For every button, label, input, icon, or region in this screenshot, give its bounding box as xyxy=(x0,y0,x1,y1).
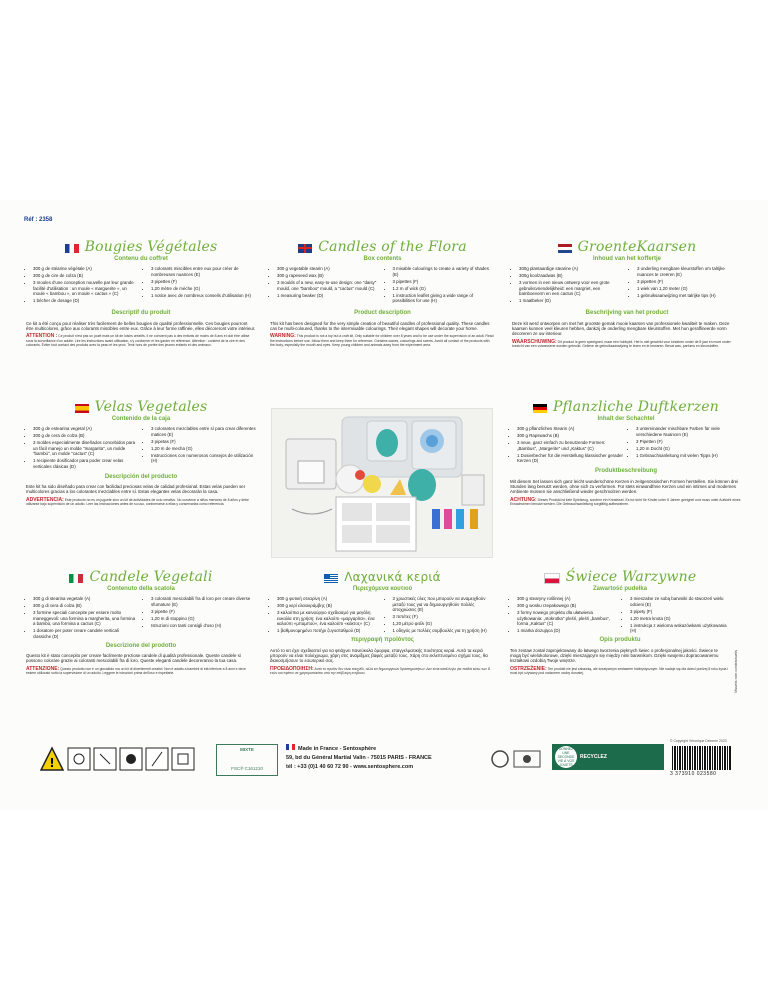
contents-item: • 3 pipety (F) xyxy=(630,609,730,614)
contents-item: • Instrucciones con numerosos consejos de utilización (H) xyxy=(151,453,256,464)
contents-item: • 1 recipiente dosificador para poder crear velas verticales clásicas (D) xyxy=(33,458,138,469)
contents-item: • 300 g pflanzliches Stearin (A) xyxy=(517,426,623,431)
section-de xyxy=(510,400,742,506)
warning-text: OSTRZEŻENIE: Ten produkt nie jest zabawką, ale kreatywnym zestawem hobbystycznym. Nie nadaje się dla dzieci poniżej 8 roku życia i musi być używany pod nadzorem osoby dorosłej. xyxy=(510,665,729,676)
spain-flag-icon xyxy=(75,404,89,413)
contents-item: • 3 moulds of a new, easy-to-use design: one "daisy" mould, one "bamboo" mould, a "cactus" mould (C) xyxy=(277,280,380,291)
fsc-label: MIXTE FSC® C161210 xyxy=(216,744,278,776)
section-title: Velas Vegetales xyxy=(94,399,208,416)
contents-item: • 3 moldes especialmente diseñados concebidos para un fácil manejo un molde "margarita", un molde "bambú", un molde "cactus" (C) xyxy=(33,440,138,456)
contents-item: • 1 βαθμονομημένο ποτήρι ζυγοσταθμού (D) xyxy=(277,628,380,633)
contents-item: • 3 καλούπια με καινούργιο σχεδιασμό για μεγάλη ευκολία στη χρήση: ένα καλούπι «μαργαρίτα», ένα καλούπι «μπαμπού», ένα καλούπι «κάκτος» (C) xyxy=(277,610,380,626)
barcode-number: 3 373910 023580 xyxy=(670,771,717,777)
contents-item: • 300 g κερί ελαιοκράμβης (B) xyxy=(277,603,380,608)
contents-item: • 300 g φυτική στεαρίνη (A) xyxy=(277,596,380,601)
contents-heading: Inhalt der Schachtel xyxy=(597,416,655,422)
contents-item: • 300 g di stearina vegetale (A) xyxy=(33,596,138,601)
product-illustration xyxy=(272,409,492,557)
svg-text:!: ! xyxy=(49,756,55,770)
contact-label: tél : +33 (0)1 40 60 72 90 - www.sentosphere.com xyxy=(286,764,414,770)
recycling-icons xyxy=(490,746,550,772)
contents-item: • 1,20 μέτρο φιτίλι (G) xyxy=(393,621,496,626)
contents-item: • 300 g de cire de colza (B) xyxy=(33,273,138,278)
reference-code: Réf : 2358 xyxy=(24,217,53,223)
section-pl xyxy=(510,570,730,675)
description-text: Este kit ha sido diseñado para crear con facilidad preciosas velas de calidad profesional. Estas velas pueden ser multicolores gracias a los colorantes mezclables entre sí. Estas elegantes velas decorarán la casa. xyxy=(26,484,246,495)
contents-item: • 1 instrukcja z wieloma wskazówkami użytkowania (H) xyxy=(630,623,730,634)
product-photo xyxy=(271,408,493,558)
contents-heading: Contenido de la caja xyxy=(111,416,171,422)
contents-item: • 300 g wosku rzepakowego (B) xyxy=(517,603,617,608)
contents-item: • 3 pipettes (F) xyxy=(151,279,256,284)
contents-item: • 3 pipetas (F) xyxy=(151,439,256,444)
contents-heading: Contenu du coffret xyxy=(114,256,168,262)
contents-item: • 300 g Rapswachs (B) xyxy=(517,433,623,438)
description-heading: Beschrijving van het product xyxy=(585,310,669,317)
description-text: Ce kit a été conçu pour réaliser très facilement de belles bougies de qualité professionnelle. Ces bougies pourront être multicolores, grâce aux colorants miscibles entre eux. Grâce à leur forme raffinée, elles décoreront votre intérieur. xyxy=(26,320,256,332)
contents-item: • 3 mixable colourings to create a variety of shades (E) xyxy=(393,266,496,277)
contents-heading: Inhoud van het koffertje xyxy=(592,256,661,262)
made-in-label: Made in France - Sentosphère xyxy=(298,746,377,752)
section-title: Bougies Végétales xyxy=(84,239,218,256)
company-info xyxy=(286,744,486,772)
contents-heading: Zawartość pudełka xyxy=(592,586,648,592)
copyright: © Copyright Véronique Delorme 2023 xyxy=(670,739,727,743)
germany-flag-icon xyxy=(533,404,547,413)
section-en xyxy=(270,240,495,347)
contents-item: • 300g koolzaadwas (B) xyxy=(519,273,624,278)
contents-item: • 3 coloranti mescolabili fra di loro per creare diverse sfumature (E) xyxy=(151,596,256,607)
section-it xyxy=(26,570,256,675)
contents-item: • 3 Pipetten (F) xyxy=(636,439,742,444)
contents-heading: Περιεχόμενα κουτιού xyxy=(352,586,413,592)
description-heading: Descripción del producto xyxy=(104,473,178,480)
section-title: GroenteKaarsen xyxy=(577,239,697,256)
contents-item: • 3 colorantes mezclables entre sí para crear diferentes matices (E) xyxy=(151,426,256,437)
warning-text: ATTENTION : Ce produit n'est pas un jouet mais un kit de loisirs créatifs. Il ne convient pas à des enfants de moins de 8 ans et doit être utilisé sous la surveillance d'un adulte. Lire les instructions avant utilisation, s'y conformer et les garder en référence. Attention : contient de la cire et des colorants. Éviter tout contact des produits avec la peau et les yeux. Tenir hors de portée des jeunes enfants et des animaux. xyxy=(26,333,250,347)
contents-heading: Box contents xyxy=(363,256,402,262)
netherlands-flag-icon xyxy=(558,244,572,253)
greece-flag-icon xyxy=(324,574,338,583)
contents-item: • 3 pipette (F) xyxy=(151,609,256,614)
contents-item: • 1 maatbeker (D) xyxy=(519,298,624,303)
contents-item: • 3 pipettes (F) xyxy=(393,279,496,284)
description-heading: Descriptif du produit xyxy=(111,310,171,317)
contents-item: • 1 Gebrauchsanleitung mit vielen Tipps (H) xyxy=(636,453,742,458)
contents-item: • 300 g rapeseed wax (B) xyxy=(277,273,380,278)
contents-item: • 3 vormen in een nieuw ontwerp voor een grote gebruiksvriendelijkheid: een margriet, een bamboevorm en een cactus (C) xyxy=(519,280,624,296)
contents-item: • 3 colorants miscibles entre eux pour créer de nombreuses nuances (E) xyxy=(151,266,256,277)
contents-item: • 1 instruction leaflet giving a wide range of possibilities for use (H) xyxy=(393,293,496,304)
uk-flag-icon xyxy=(298,244,312,253)
contents-item: • 1,20 metra knota (G) xyxy=(630,616,730,621)
contents-item: • 300 g de estearina vegetal (A) xyxy=(33,426,138,431)
warning-text: WARNING: This product is not a toy but a craft kit. Only suitable for children over 8 years and to be use under the supervision of an adult. Read the instructions before use, follow them and keep them for reference. Contains waxes, colourings and scents. Avoid all contact of the products with the body, especially the mouth and eyes. Keep young children and animals away from the experiment area. xyxy=(270,333,494,347)
description-text: Questo kit è stato concepito per creare facilmente preziose candele di qualità professionale. Queste candele si possono colorare grazie ai coloranti mescolabili fra di loro. Queste eleganti candele decoreranno la tua casa. xyxy=(26,653,241,664)
poland-flag-icon xyxy=(544,573,560,584)
contents-item: • 3 pipetten (F) xyxy=(637,279,742,284)
contents-item: • 1 wiek van 1,20 meter (G) xyxy=(637,286,742,291)
footer xyxy=(40,739,730,790)
description-heading: περιγραφή προϊόντος xyxy=(350,637,415,644)
contents-item: • 1 Dosierbecher für die Herstellung klassischer gerader Kerzen (D) xyxy=(517,453,623,464)
contents-heading: Contenuto della scatola xyxy=(107,586,175,592)
contents-item: • 3 formine speciali concepite per essere molto maneggevoli: una formina a margherita, una formina a bambù, una formina a cactus (C) xyxy=(33,610,138,626)
contents-item: • 300 g de stéarine végétale (A) xyxy=(33,266,138,271)
contents-item: • 1,20 m di stoppino (G) xyxy=(151,616,256,621)
contents-item: • 1 gebruiksaanwijzing met talrijke tips (H) xyxy=(637,293,742,298)
contents-item: • 1,20 m de mecha (G) xyxy=(151,446,256,451)
france-flag-icon xyxy=(286,744,295,750)
contents-item: • 300 g vegetable stearin (A) xyxy=(277,266,380,271)
warning-text: WAARSCHUWING: Dit product is geen speelgoed, maar een hobbykit. Het is niet geschikt voor kinderen onder de 8 jaar en moet onder toezicht van een volwassene worden gebruikt. Gelieve de gebruiksaanwijzing te lezen en te bewaren. Bevat was, parfums en kleurstoffen. xyxy=(512,338,731,349)
description-text: This kit has been designed for the very simple creation of beautiful candles of professional quality. These candles can be multi-coloured, thanks to the intermixable colourings. Their elegant shapes will decorate your home. xyxy=(270,320,490,332)
italy-flag-icon xyxy=(69,574,83,583)
contents-item: • 3 untereinander mischbare Farben für viele verschiedene Nuancen (E) xyxy=(636,426,742,437)
contents-item: • 1,20 m Docht (G) xyxy=(636,446,742,451)
section-es xyxy=(26,400,256,506)
safety-pictograms xyxy=(40,746,210,774)
contents-item: • 3 formy nowego projektu dla ułatwienia użytkowania: „stokrotka" pleśń, pleśń „bambus", forma „Kaktus" (C) xyxy=(517,610,617,626)
contents-item: • Istruzioni con tanti consigli d'uso (H) xyxy=(151,623,256,628)
description-text: Αυτό το κιτ έχει σχεδιαστεί για να φτιάχνει πανεύκολα όμορφα, επαγγελματικής ποιότητας κεριά. Αυτά τα κεριά μπορούν να είναι πολύχρωμα, χάρη στις αναμίξιμες βαφές μεταξύ τους. Χάρη στο εκλεπτυσμένο σχήμα τους, θα διακοσμήσουν το εσωτερικό σας. xyxy=(270,647,488,664)
non-contractual-note: Visuels non contractuels xyxy=(733,650,738,694)
address-label: 59, bd du Général Martial Valin - 75015 PARIS - FRANCE xyxy=(286,755,432,761)
contents-item: • 300 g de cera de colza (B) xyxy=(33,433,138,438)
recyclez-badge: DONNEZ UNE SECONDE VIE À VOS JOUETS xyxy=(555,746,577,768)
contents-item: • 300 g di cera di colza (B) xyxy=(33,603,138,608)
warning-text: ATTENZIONE: Questo prodotto non è un giocattolo ma un kit di divertimenti creativi. Non è adatto a bambini di età inferiore a 8 anni e deve essere utilizzato sotto la supervisione di un adulto. Leggere le istruzioni prima dell'uso e rispettarle. xyxy=(26,665,246,676)
contents-item: • 1 dosatore per poter creare candele verticali classiche (D) xyxy=(33,628,138,639)
warning-text: ADVERTENCIA: Este producto no es un juguete sino un kit de actividades de ocio creativo. No conviene a niños menores de 8 años y debe utilizarse bajo supervisión de un adulto. Leer las instrucciones antes de su uso, conformarse a ellas y conservarlas como referencia. xyxy=(26,496,249,507)
section-nl xyxy=(512,240,742,348)
contents-item: • 1 miarka dozująca (D) xyxy=(517,628,617,633)
contents-item: • 3 mieszalne ze sobą barwniki do stworzeń wielu odcieni (E) xyxy=(630,596,730,607)
description-heading: Opis produktu xyxy=(599,637,641,644)
barcode xyxy=(672,746,732,770)
description-text: Deze kit werd ontworpen om met het grootste gemak mooie kaarsen van professionele kwaliteit te maken. Deze kaarsen kunnen veel kleuren hebben, dankzij de onderling mengbare kleurstoffen. Met hun geraffineerde vorm decoreren ze uw interieur. xyxy=(512,320,730,337)
contents-item: • 1 notice avec de nombreux conseils d'utilisation (H) xyxy=(151,293,256,298)
description-heading: Produktbeschreibung xyxy=(594,468,657,475)
section-title: Candles of the Flora xyxy=(318,239,467,256)
contents-item: • 1 measuring beaker (D) xyxy=(277,293,380,298)
recycle-banner: DONNEZ UNE SECONDE VIE À VOS JOUETS RECYCLEZ xyxy=(552,744,664,770)
contents-item: • 1 οδηγός με πολλές συμβουλές για τη χρήση (H) xyxy=(393,628,496,633)
france-flag-icon xyxy=(65,244,79,253)
contents-item: • 300g plantaardige stearine (A) xyxy=(519,266,624,271)
contents-item: • 1 bécher de dosage (D) xyxy=(33,298,138,303)
contents-item: • 300 g stearyny roślinnej (A) xyxy=(517,596,617,601)
section-fr xyxy=(26,240,256,347)
section-title: Pflanzliche Duftkerzen xyxy=(553,399,719,416)
contents-item: • 3 onderling mengbare kleurstoffen om talrijke nuances te creëren (E) xyxy=(637,266,742,277)
contents-item: • 3 neue, ganz einfach zu benutzende Formen: „Bambus", „Margerite" und „Kaktus" (C) xyxy=(517,440,623,451)
description-text: Mit diesem Set lassen sich ganz leicht wunderschöne Kerzen in zeitgenössischen Formen herstellen. Sie können drei Stunden lang benutzt werden, ohne sich zu verformen. Für stets einwandfreie Kerzen und ein intimes und modernes Ambiente müssen sie anschließend wieder geschmolzen werden. xyxy=(510,478,739,495)
contents-item: • 3 χρωστικές ύλες που μπορούν να αναμειχθούν μεταξύ τους για να δημιουργηθούν πολλές αποχρώσεις (E) xyxy=(393,596,496,612)
contents-item: • 3 πιπέτες (F) xyxy=(393,614,496,619)
description-heading: Product description xyxy=(354,310,411,317)
description-heading: Descrizione del prodotto xyxy=(105,642,177,649)
section-gr xyxy=(270,570,495,675)
warning-text: ΠΡΟΕΙΔΟΠΟΙΗΣΗ: Αυτό το προϊόν δεν είναι παιχνίδι, αλλά κιτ δημιουργικών δραστηριοτήτων. Δεν είναι κατάλληλο για παιδιά κάτω των 8 ετών και πρέπει να χρησιμοποιείται υπό την επίβλεψη ενηλίκου. xyxy=(270,665,490,676)
section-title: Λαχανικά κεριά xyxy=(344,570,441,585)
contents-item: • 1.2 m of wick (G) xyxy=(393,286,496,291)
contents-item: • 3 moules d'une conception nouvelle par leur grande facilité d'utilisation : un moule « marguerite », un moule « bambou », un moule « cactus » (C) xyxy=(33,280,138,296)
contents-item: • 1,20 mètre de mèche (G) xyxy=(151,286,256,291)
description-text: Ten zestaw został zaprojektowany do łatwego tworzenia pięknych świec o profesjonalnej jakości. Świece te mogą być wielokolorowe, dzięki mieszającym się między nimi barwnikom. Dzięki swojemu dopracowanemu kształtowi ozdobią Twoje wnętrze. xyxy=(510,647,719,664)
warning-text: ACHTUNG: Dieses Produkt ist kein Spielzeug, sondern ein Kreativset. Es ist nicht für Kinder unter 8 Jahren geeignet und muss unter Aufsicht eines Erwachsenen benutzt werden. Die Gebrauchsanleitung sorgfältig aufbewahren. xyxy=(510,496,741,507)
fsc-code: FSC® C161210 xyxy=(231,766,263,771)
section-title: Candele Vegetali xyxy=(89,569,213,586)
section-title: Świece Warzywne xyxy=(565,569,697,586)
